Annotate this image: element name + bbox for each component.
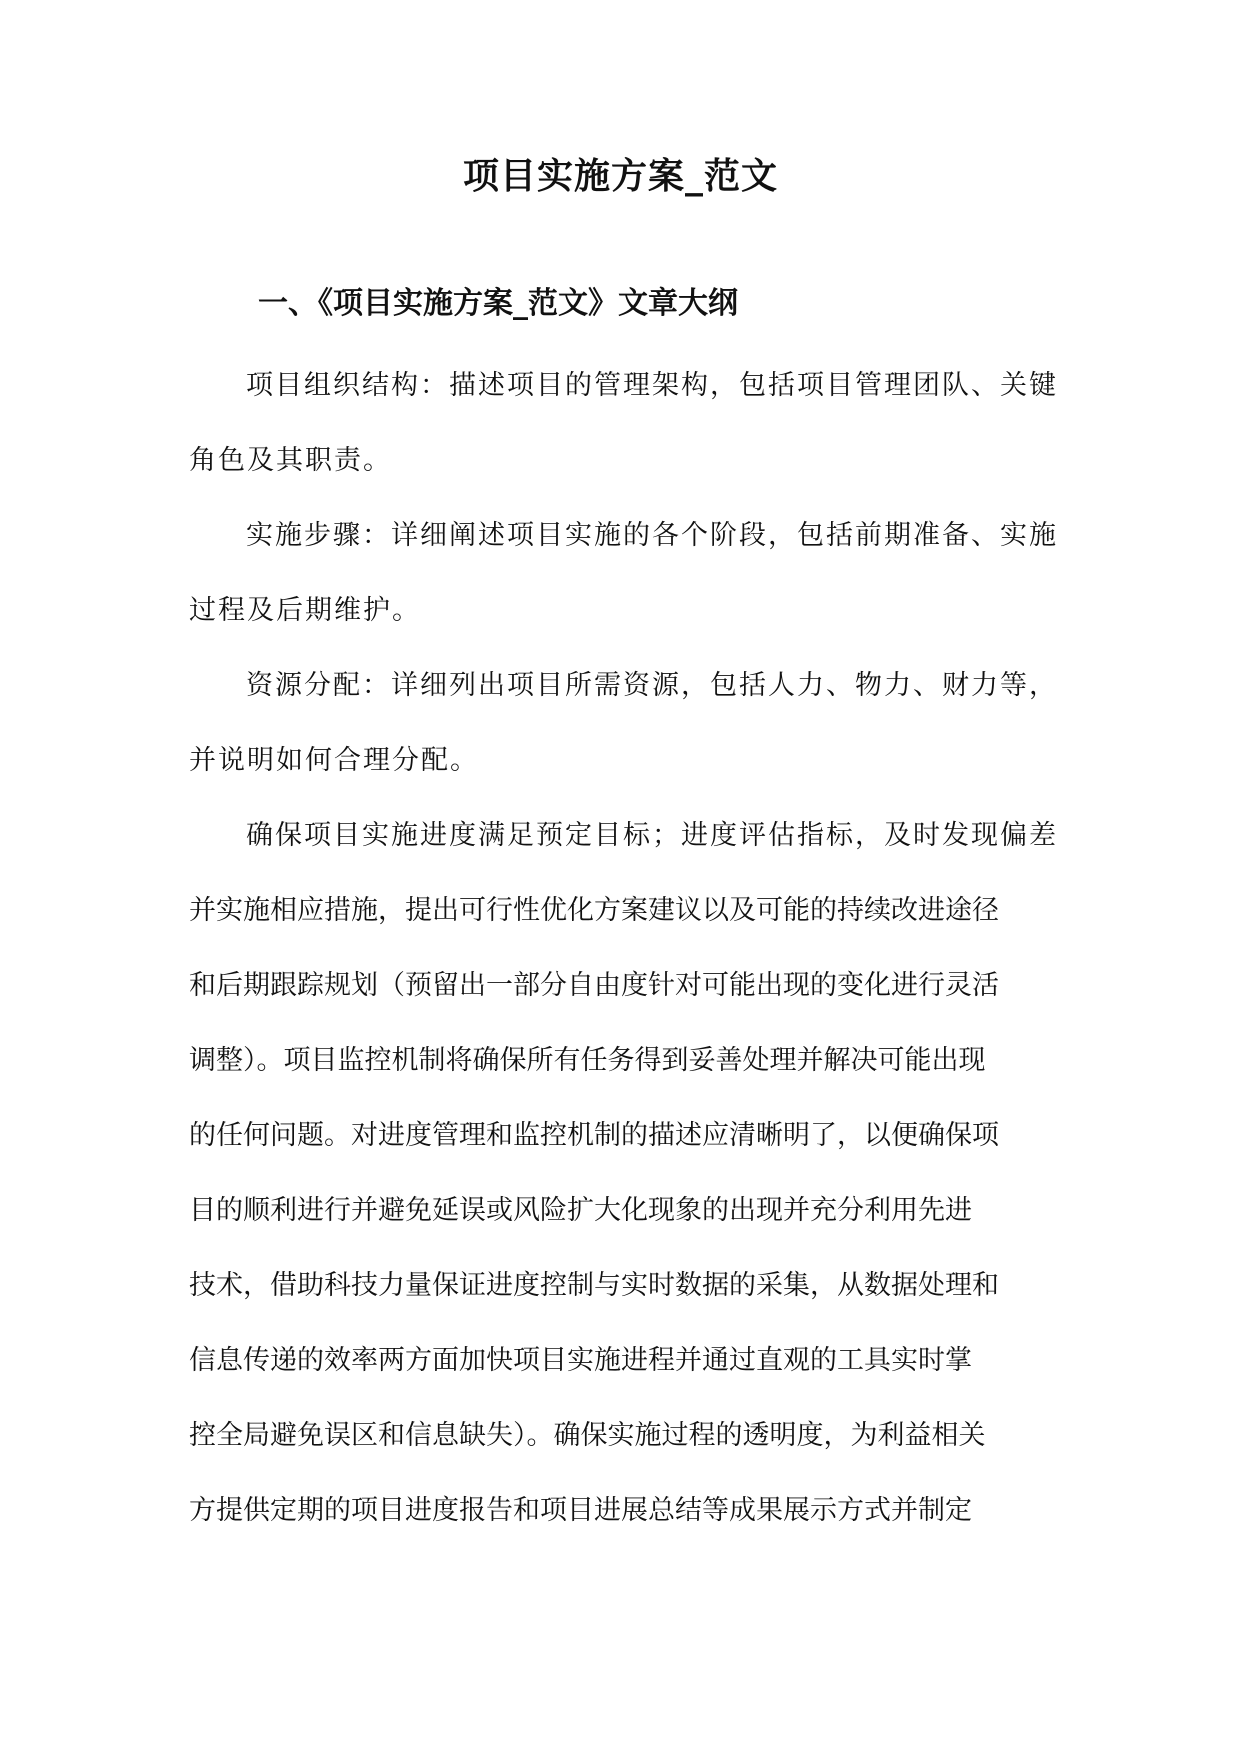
paragraph-line: 实施步骤：详细阐述项目实施的各个阶段，包括前期准备、实施: [246, 520, 1058, 551]
paragraph-line: 控全局避免误区和信息缺失）。确保实施过程的透明度，为利益相关: [189, 1420, 986, 1451]
paragraph-line: 资源分配：详细列出项目所需资源，包括人力、物力、财力等，: [246, 670, 1058, 701]
section-heading: 一、《项目实施方案_范文》文章大纲: [258, 286, 738, 321]
paragraph-line: 过程及后期维护。: [189, 595, 421, 626]
paragraph-line: 信息传递的效率两方面加快项目实施进程并通过直观的工具实时掌: [189, 1345, 972, 1376]
paragraph-line: 目的顺利进行并避免延误或风险扩大化现象的出现并充分利用先进: [189, 1195, 972, 1226]
document-title: 项目实施方案_范文: [462, 155, 778, 197]
paragraph-line: 并实施相应措施，提出可行性优化方案建议以及可能的持续改进途径: [189, 895, 999, 926]
paragraph-line: 项目组织结构：描述项目的管理架构，包括项目管理团队、关键: [246, 370, 1058, 401]
paragraph-line: 技术，借助科技力量保证进度控制与实时数据的采集，从数据处理和: [189, 1270, 999, 1301]
paragraph-line: 并说明如何合理分配。: [189, 745, 479, 776]
paragraph-line: 的任何问题。对进度管理和监控机制的描述应清晰明了，以便确保项: [189, 1120, 999, 1151]
paragraph-line: 角色及其职责。: [189, 445, 392, 476]
paragraph-line: 方提供定期的项目进度报告和项目进展总结等成果展示方式并制定: [189, 1495, 972, 1526]
paragraph-line: 和后期跟踪规划（预留出一部分自由度针对可能出现的变化进行灵活: [189, 970, 999, 1001]
paragraph-line: 确保项目实施进度满足预定目标；进度评估指标，及时发现偏差: [246, 820, 1058, 851]
paragraph-line: 调整）。项目监控机制将确保所有任务得到妥善处理并解决可能出现: [189, 1045, 986, 1076]
